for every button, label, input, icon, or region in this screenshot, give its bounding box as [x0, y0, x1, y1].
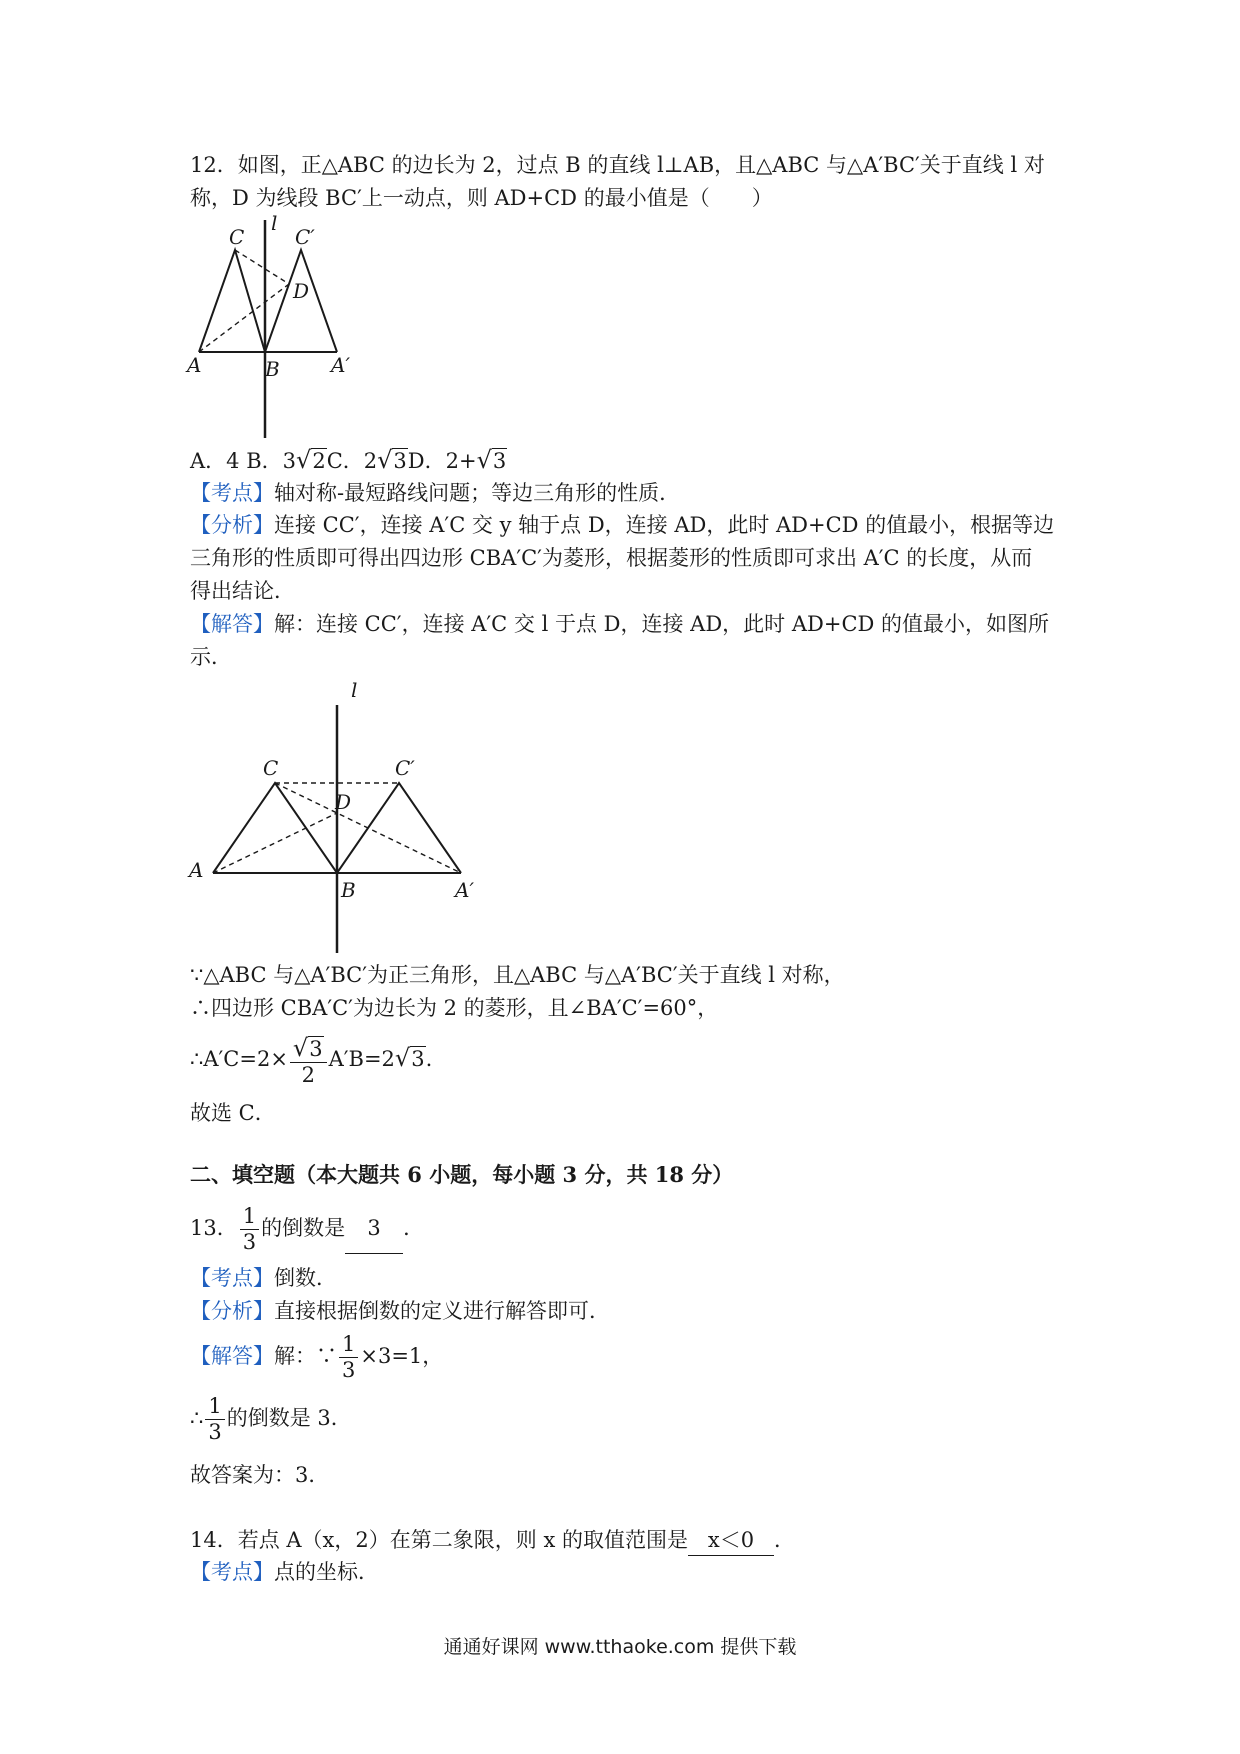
q12-stem-line1: 12．如图，正△ABC 的边长为 2，过点 B 的直线 l⊥AB，且△ABC 与△A′BC′关于直线 l 对 [190, 153, 1045, 177]
q12-fenxi-3: 得出结论． [190, 579, 295, 603]
label-l-2: l [351, 678, 358, 702]
fraction: $\frac{1}{3}$ [339, 1334, 358, 1381]
q13-kaodian: 【考点】倒数． [190, 1266, 337, 1290]
q12-calc: ∴A′C=2× $\frac{√3}{2}$ A′B=2√3. [190, 1030, 432, 1087]
q12-therefore: ∴四边形 CBA′C′为边长为 2 的菱形，且∠BA′C′=60°， [190, 996, 719, 1020]
q12-answer: 故选 C． [190, 1101, 276, 1125]
jieda-tag: 【解答】 [190, 612, 274, 636]
sqrt-symbol: √3 [394, 1044, 425, 1072]
fraction: $\frac{1}{3}$ [240, 1206, 259, 1253]
q13-stem: 13． $\frac{1}{3}$ 的倒数是 3 ． [190, 1204, 425, 1254]
label-c-prime: C′ [295, 225, 315, 249]
label-b: B [265, 357, 280, 381]
label-a: A [187, 353, 202, 377]
q12-options [190, 445, 507, 476]
q14-answer-blank: x＜0 [688, 1525, 774, 1556]
label-c: C [229, 225, 245, 249]
q12-kaodian: 【考点】轴对称-最短路线问题；等边三角形的性质． [190, 481, 681, 505]
q14-stem: 14．若点 A（x，2）在第二象限，则 x 的取值范围是 x＜0 ． [190, 1525, 795, 1556]
sqrt-symbol: √3 [476, 446, 507, 474]
q12-figure-1 [185, 212, 405, 444]
option-b: B．3 [246, 449, 297, 473]
fraction: $\frac{1}{3}$ [205, 1396, 224, 1443]
label-d-2: D [335, 790, 352, 814]
sqrt-symbol: √3 [377, 446, 407, 474]
q13-answer-blank: 3 [345, 1203, 403, 1254]
q13-therefore: ∴ $\frac{1}{3}$ 的倒数是 3． [190, 1394, 352, 1444]
label-a-2: A [189, 858, 204, 882]
sqrt-symbol: √2 [296, 446, 326, 474]
q12-fenxi-2: 三角形的性质即可得出四边形 CBA′C′为菱形，根据菱形的性质即可求出 A′C 的长度，从而 [190, 546, 1033, 570]
label-l: l [271, 212, 278, 235]
q14-kaodian: 【考点】点的坐标． [190, 1560, 379, 1584]
q12-jieda-1: 【解答】解：连接 CC′，连接 A′C 交 l 于点 D，连接 AD，此时 AD+CD 的值最小，如图所 [190, 612, 1050, 636]
section-2-title: 二、填空题（本大题共 6 小题，每小题 3 分，共 18 分） [190, 1162, 734, 1187]
label-b-2: B [341, 878, 356, 902]
option-d: D．2+ [407, 449, 477, 473]
q12-because: ∵△ABC 与△A′BC′为正三角形，且△ABC 与△A′BC′关于直线 l 对称， [190, 963, 845, 987]
q13-fenxi: 【分析】直接根据倒数的定义进行解答即可． [190, 1299, 610, 1323]
label-c-prime-2: C′ [395, 756, 415, 780]
label-c-2: C [263, 756, 279, 780]
q13-final: 故答案为：3． [190, 1463, 330, 1487]
kaodian-tag: 【考点】 [190, 481, 274, 505]
q12-figure-2 [185, 675, 485, 960]
fraction: $\frac{√3}{2}$ [290, 1036, 327, 1086]
option-c: C．2 [326, 449, 378, 473]
label-a-prime: A′ [331, 353, 350, 377]
page-footer: 通通好课网 www.tthaoke.com 提供下载 [443, 1636, 797, 1658]
q12-stem-line2: 称，D 为线段 BC′上一动点，则 AD+CD 的最小值是（ ） [190, 186, 773, 210]
label-d: D [293, 279, 310, 303]
q13-jieda: 【解答】解：∵ $\frac{1}{3}$ ×3=1， [190, 1332, 444, 1382]
label-a-prime-2: A′ [455, 878, 474, 902]
option-a: A．4 [190, 449, 240, 473]
q12-fenxi-1: 【分析】连接 CC′，连接 A′C 交 y 轴于点 D，连接 AD，此时 AD+CD 的值最小，根据等边 [190, 513, 1055, 537]
fenxi-tag: 【分析】 [190, 513, 274, 537]
q12-jieda-2: 示． [190, 645, 232, 669]
